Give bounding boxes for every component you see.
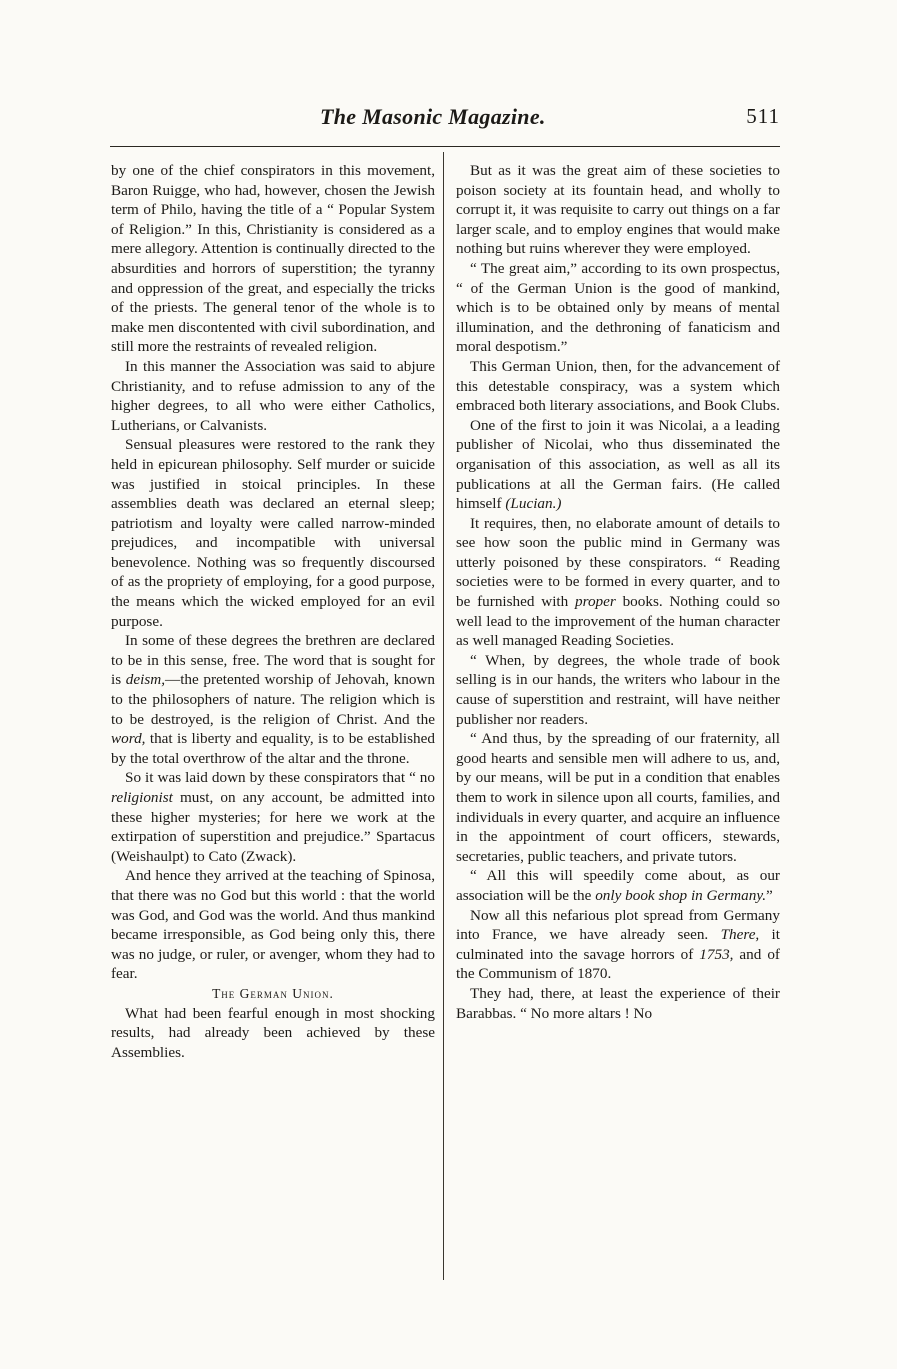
column-divider xyxy=(443,152,444,1280)
paragraph: It requires, then, no elaborate amount of details to see how soon the public mind in Germany was utterly poisoned by these conspirators. “ Reading societies were to be formed in every quarter, and to be furnished with proper books. Nothing could so well lead to the improvement of the human character as well managed Reading Societies. xyxy=(456,514,780,650)
paragraph: And hence they arrived at the teaching of Spinosa, that there was no God but this world : that the world was God, and God was the world. And thus mankind became irresponsible, as God being only this, there was no judge, or ruler, or avenger, whom they had to fear. xyxy=(111,867,435,983)
page-number: 511 xyxy=(746,104,780,128)
paragraph: Sensual pleasures were restored to the rank they held in epicurean philosophy. Self murder or suicide was justified in stoical principles. In these assemblies death was declared an eternal sleep; patriotism and loyalty were called narrow-minded prejudices, and incompatible with universal benevolence. Nothing was so frequently discoursed of as the propriety of employing, for a good purpose, the means which the wicked employed for an evil purpose. xyxy=(111,436,435,630)
header-rule xyxy=(110,146,780,147)
paragraph: by one of the chief conspirators in this movement, Baron Ruigge, who had, however, chosen the Jewish term of Philo, having the title of a “ Popular System of Religion.” In this, Christianity is considered as a mere allegory. Attention is continually directed to the absurdities and horrors of superstition; the tyranny and oppression of the great, and especially the tricks of the priests. The general tenor of the whole is to make men discontented with civil subordination, and still more the restraints of revealed religion. xyxy=(111,162,435,356)
paragraph: In some of these degrees the brethren are declared to be in this sense, free. The word that is sought for is deism,—the pretented worship of Jehovah, known to the philosophers of nature. The religion which is to be destroyed, is the religion of Christ. And the word, that is liberty and equality, is to be established by the total overthrow of the altar and the throne. xyxy=(111,632,435,767)
paragraph: They had, there, at least the experience of their Barabbas. “ No more altars ! No xyxy=(456,984,780,1022)
paragraph: So it was laid down by these conspirators that “ no religionist must, on any account, be admitted into these higher mysteries; for here we work at the extirpation of superstition and prejudice.” Spartacus (Weishaulpt) to Cato (Zwack). xyxy=(111,769,435,865)
paragraph: In this manner the Association was said to abjure Christianity, and to refuse admission to any of the higher degrees, to all who were either Catholics, Lutherians, or Calvanists. xyxy=(111,357,435,434)
paragraph: This German Union, then, for the advancement of this detestable conspiracy, was a system which embraced both literary associations, and Book Clubs. xyxy=(456,357,780,415)
paragraph: What had been fearful enough in most shocking results, had already been achieved by these Assemblies. xyxy=(111,1004,435,1061)
paragraph: One of the first to join it was Nicolai, a a leading publisher of Nicolai, who thus disseminated the organisation of this association, as well as all its publications at all the German fairs. (He called himself (Lucian.) xyxy=(456,416,780,513)
paragraph: Now all this nefarious plot spread from Germany into France, we have already seen. There, it culminated into the savage horrors of 1753, and of the Communism of 1870. xyxy=(456,906,780,983)
paragraph: But as it was the great aim of these societies to poison society at its fountain head, and wholly to corrupt it, it was requisite to carry out things on a far larger scale, and to employ engines that would make nothing but ruins wherever they were employed. xyxy=(456,162,780,258)
paragraph: “ The great aim,” according to its own prospectus, “ of the German Union is the good of mankind, which is to be obtained only by means of mental illumination, and the dethroning of fanaticism and moral despotism.” xyxy=(456,259,780,356)
right-column xyxy=(456,161,780,1023)
paragraph: “ And thus, by the spreading of our fraternity, all good hearts and sensible men will adhere to us, and, by our means, will be put in a condition that enables them to work in silence upon all courts, families, and individuals in every quarter, and acquire an influence in the appointment of court officers, stewards, secretaries, public teachers, and private tutors. xyxy=(456,730,780,865)
section-heading: The German Union. xyxy=(212,985,334,1001)
paragraph: “ All this will speedily come about, as our association will be the only book shop in Germany.” xyxy=(456,867,780,904)
running-title: The Masonic Magazine. xyxy=(320,104,546,129)
page-header xyxy=(110,104,780,138)
paragraph: “ When, by degrees, the whole trade of book selling is in our hands, the writers who labour in the cause of superstition and restraint, will have neither publisher nor readers. xyxy=(456,651,780,728)
left-column xyxy=(111,161,435,1062)
